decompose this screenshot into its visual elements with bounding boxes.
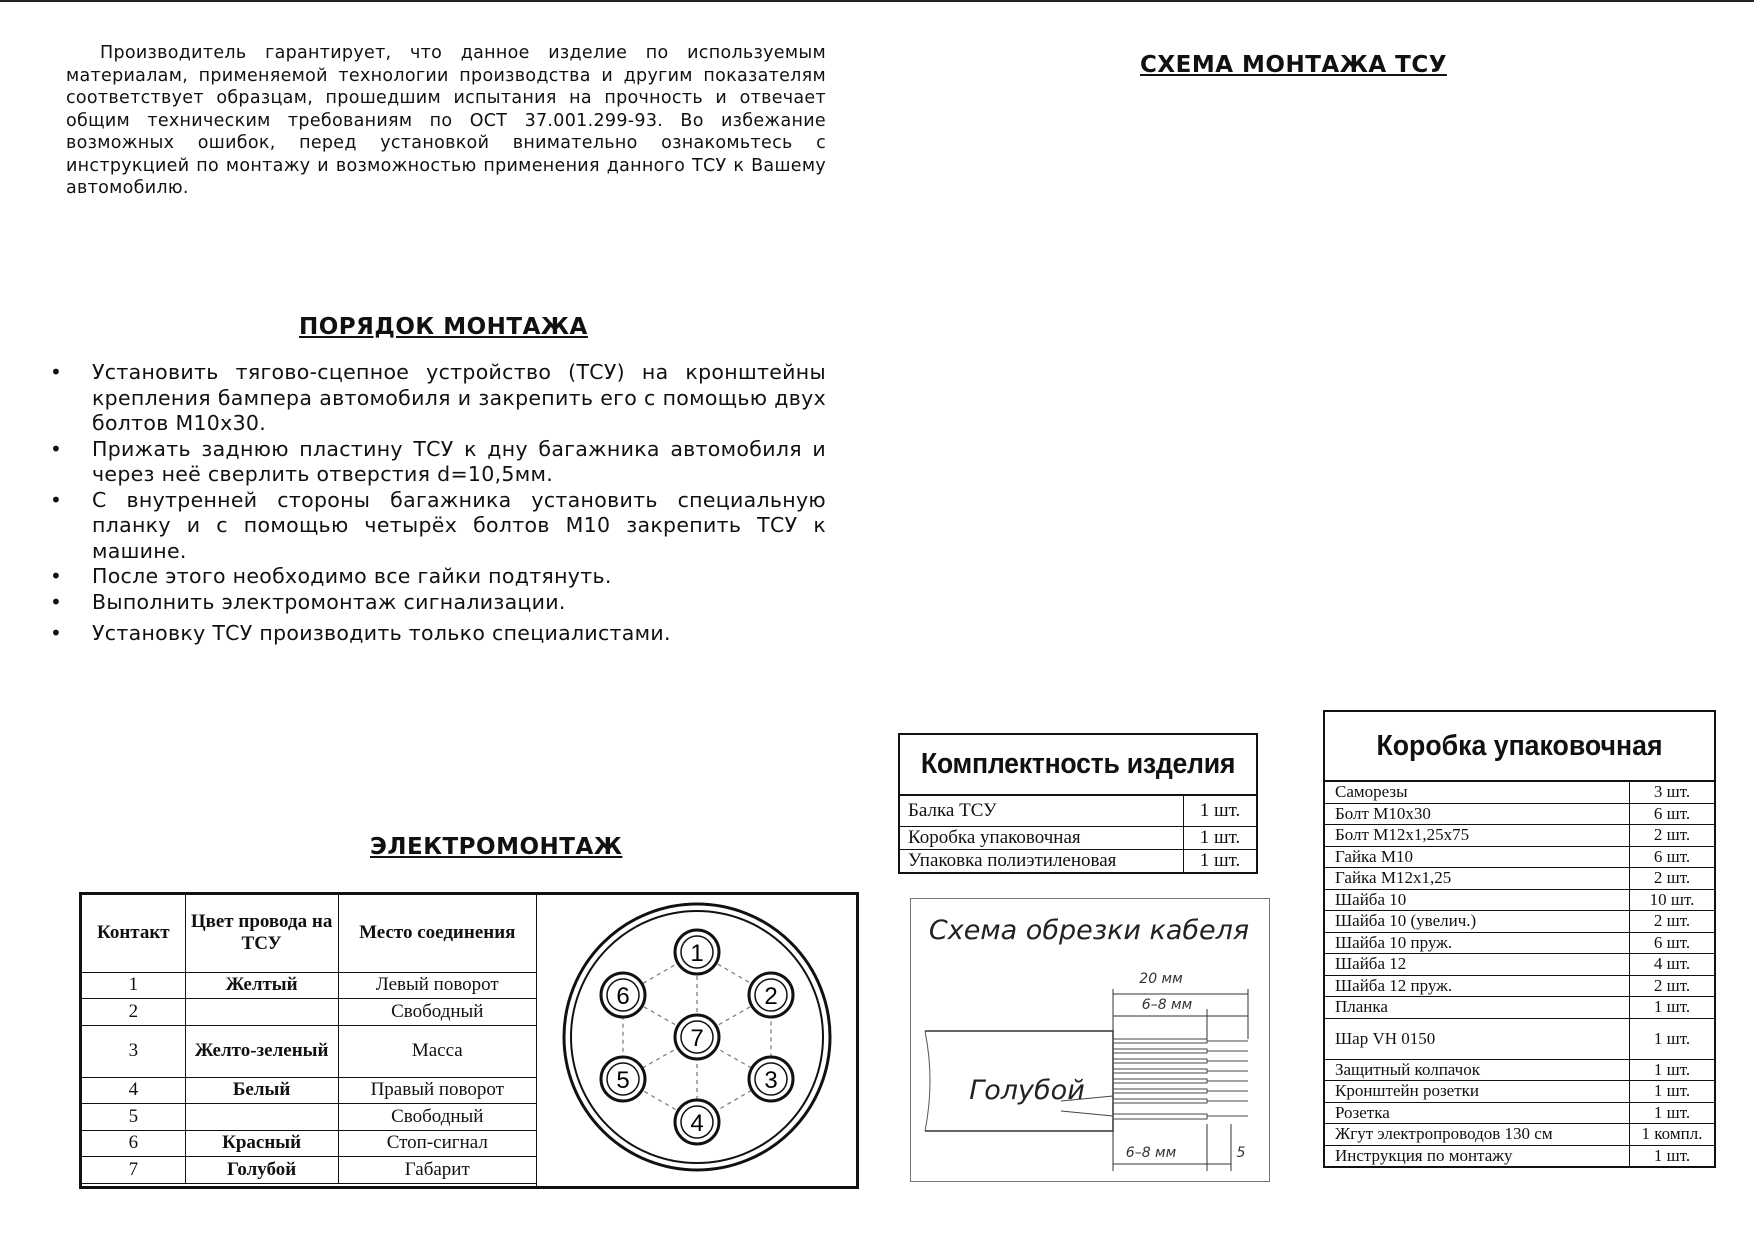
svg-text:4: 4 xyxy=(689,1110,704,1137)
pin-7 xyxy=(675,1015,719,1059)
item-qty: 1 шт. xyxy=(1184,827,1258,850)
table-row xyxy=(1324,781,1715,803)
item-name: Шайба 10 (увелич.) xyxy=(1324,911,1630,933)
item-qty: 6 шт. xyxy=(1630,932,1716,954)
item-qty: 1 шт. xyxy=(1630,1145,1716,1167)
pin-1 xyxy=(675,930,719,974)
step-item: • Установить тягово-сцепное устройство (ТСУ) на кронштейны крепления бампера автомобиля и закрепить его с помощью двух болтов М10х30. xyxy=(50,360,826,437)
step-item: • С внутренней стороны багажника установить специальную планку и с помощью четырёх болтов М10 закрепить ТСУ к машине. xyxy=(50,488,826,565)
cable-cutting-scheme xyxy=(910,898,1270,1182)
contact-cell: 7 xyxy=(81,1157,186,1184)
item-qty: 6 шт. xyxy=(1630,846,1716,868)
table-row xyxy=(1324,1059,1715,1081)
color-cell: Голубой xyxy=(185,1157,338,1184)
step-item: • Прижать заднюю пластину ТСУ к дну багажника автомобиля и через неё сверлить отверстия d=10,5мм. xyxy=(50,437,826,488)
table-row xyxy=(1324,975,1715,997)
table-row xyxy=(1324,846,1715,868)
pin-2 xyxy=(749,973,793,1017)
dim-strip-label: 6–8 мм xyxy=(1141,997,1193,1013)
color-cell: Желто-зеленый xyxy=(185,1025,338,1077)
step-item: • Выполнить электромонтаж сигнализации. xyxy=(50,590,826,616)
color-cell xyxy=(185,1104,338,1131)
item-qty: 1 шт. xyxy=(1630,1102,1716,1124)
item-name: Шайба 10 пруж. xyxy=(1324,932,1630,954)
place-cell: Масса xyxy=(338,1025,536,1077)
table-row xyxy=(899,795,1257,827)
step-item: • Установку ТСУ производить только специалистами. xyxy=(50,621,826,647)
connector-pins xyxy=(601,930,793,1144)
dim-total-label: 20 мм xyxy=(1139,971,1183,987)
item-name: Шайба 12 xyxy=(1324,954,1630,976)
spacer-cell xyxy=(338,1183,536,1187)
top-border-line xyxy=(0,0,1754,2)
table-row xyxy=(1324,825,1715,847)
item-name: Гайка М12х1,25 xyxy=(1324,868,1630,890)
item-qty: 2 шт. xyxy=(1630,868,1716,890)
item-qty: 1 шт. xyxy=(1184,795,1258,827)
svg-text:7: 7 xyxy=(689,1025,704,1052)
item-name: Саморезы xyxy=(1324,781,1630,803)
item-name: Болт М10х30 xyxy=(1324,803,1630,825)
item-qty: 2 шт. xyxy=(1630,911,1716,933)
svg-text:2: 2 xyxy=(763,983,778,1010)
item-name: Жгут электропроводов 130 см xyxy=(1324,1124,1630,1146)
table-row xyxy=(1324,868,1715,890)
table-row xyxy=(1324,1145,1715,1167)
item-name: Балка ТСУ xyxy=(899,795,1184,827)
packaging-table xyxy=(1323,710,1716,1168)
contact-cell: 2 xyxy=(81,999,186,1026)
item-name: Болт М12х1,25х75 xyxy=(1324,825,1630,847)
connector-diagram-cell xyxy=(537,894,858,1188)
table-row xyxy=(1324,803,1715,825)
kit-table xyxy=(898,733,1258,874)
place-cell: Правый поворот xyxy=(338,1077,536,1104)
table-row xyxy=(1324,1102,1715,1124)
wire-color-label: Голубой xyxy=(969,1075,1085,1106)
cable-scheme-title: Схема обрезки кабеля xyxy=(928,915,1250,946)
item-name: Розетка xyxy=(1324,1102,1630,1124)
seven-pin-connector-diagram xyxy=(538,895,856,1180)
svg-text:6: 6 xyxy=(615,983,630,1010)
item-name: Инструкция по монтажу xyxy=(1324,1145,1630,1167)
contact-cell: 4 xyxy=(81,1077,186,1104)
table-row xyxy=(1324,932,1715,954)
box-title-row xyxy=(1324,711,1715,781)
column-header-place: Место соединения xyxy=(338,894,536,973)
dim-strip-bottom-label: 6–8 мм xyxy=(1125,1145,1177,1161)
place-cell: Габарит xyxy=(338,1157,536,1184)
column-header-contact: Контакт xyxy=(81,894,186,973)
item-qty: 1 шт. xyxy=(1630,1059,1716,1081)
contact-cell: 5 xyxy=(81,1104,186,1131)
item-name: Коробка упаковочная xyxy=(899,827,1184,850)
color-cell: Красный xyxy=(185,1130,338,1157)
column-header-color: Цвет провода на ТСУ xyxy=(185,894,338,973)
place-cell: Свободный xyxy=(338,1104,536,1131)
item-qty: 3 шт. xyxy=(1630,781,1716,803)
item-qty: 10 шт. xyxy=(1630,889,1716,911)
svg-text:1: 1 xyxy=(689,940,704,967)
color-cell xyxy=(185,999,338,1026)
item-qty: 1 компл. xyxy=(1630,1124,1716,1146)
item-name: Защитный колпачок xyxy=(1324,1059,1630,1081)
item-qty: 2 шт. xyxy=(1630,825,1716,847)
table-row xyxy=(1324,954,1715,976)
place-cell: Стоп-сигнал xyxy=(338,1130,536,1157)
item-qty: 1 шт. xyxy=(1630,1081,1716,1103)
contact-cell: 6 xyxy=(81,1130,186,1157)
item-name: Гайка М10 xyxy=(1324,846,1630,868)
wiring-table xyxy=(79,892,859,1189)
spacer-cell xyxy=(185,1183,338,1187)
table-row xyxy=(1324,1018,1715,1059)
installation-steps xyxy=(50,360,826,647)
table-row xyxy=(1324,997,1715,1019)
item-qty: 1 шт. xyxy=(1630,997,1716,1019)
box-title: Коробка упаковочная xyxy=(1340,711,1700,781)
color-cell: Белый xyxy=(185,1077,338,1104)
place-cell: Свободный xyxy=(338,999,536,1026)
table-row xyxy=(1324,889,1715,911)
electric-heading: ЭЛЕКТРОМОНТАЖ xyxy=(370,834,623,860)
item-name: Кронштейн розетки xyxy=(1324,1081,1630,1103)
cable-cutting-drawing xyxy=(911,899,1269,1181)
item-qty: 1 шт. xyxy=(1630,1018,1716,1059)
warranty-paragraph: Производитель гарантирует, что данное изделие по используемым материалам, применяемой технологии производства и другим показателям соответствует образцам, прошедшим испытания на прочность и отвечает общим техническим требованиям по ОСТ 37.001.299-93. Во избежание возможных ошибок, перед установкой внимательно ознакомьтесь с инструкцией по монтажу и возможностью применения данного ТСУ к Вашему автомобилю. xyxy=(66,43,826,198)
svg-text:3: 3 xyxy=(763,1067,778,1094)
item-name: Упаковка полиэтиленовая xyxy=(899,850,1184,874)
pin-5 xyxy=(601,1057,645,1101)
table-row xyxy=(899,850,1257,874)
item-name: Шар VH 0150 xyxy=(1324,1018,1630,1059)
table-header-row xyxy=(81,894,858,973)
item-qty: 6 шт. xyxy=(1630,803,1716,825)
table-row xyxy=(899,827,1257,850)
item-name: Шайба 12 пруж. xyxy=(1324,975,1630,997)
item-qty: 1 шт. xyxy=(1184,850,1258,874)
table-row xyxy=(1324,1081,1715,1103)
pin-3 xyxy=(749,1057,793,1101)
color-cell: Желтый xyxy=(185,972,338,999)
item-name: Планка xyxy=(1324,997,1630,1019)
table-row xyxy=(1324,1124,1715,1146)
pin-4 xyxy=(675,1100,719,1144)
table-row xyxy=(1324,911,1715,933)
dim-five-label: 5 xyxy=(1236,1145,1246,1161)
item-qty: 2 шт. xyxy=(1630,975,1716,997)
contact-cell: 1 xyxy=(81,972,186,999)
contact-cell: 3 xyxy=(81,1025,186,1077)
pin-6 xyxy=(601,973,645,1017)
spacer-cell xyxy=(81,1183,186,1187)
item-qty: 4 шт. xyxy=(1630,954,1716,976)
step-item: • После этого необходимо все гайки подтянуть. xyxy=(50,564,826,590)
kit-title-row xyxy=(899,734,1257,795)
kit-title: Комплектность изделия xyxy=(913,734,1242,795)
place-cell: Левый поворот xyxy=(338,972,536,999)
item-name: Шайба 10 xyxy=(1324,889,1630,911)
svg-text:5: 5 xyxy=(615,1067,630,1094)
order-heading: ПОРЯДОК МОНТАЖА xyxy=(299,314,588,340)
schema-heading: СХЕМА МОНТАЖА ТСУ xyxy=(1140,52,1447,78)
